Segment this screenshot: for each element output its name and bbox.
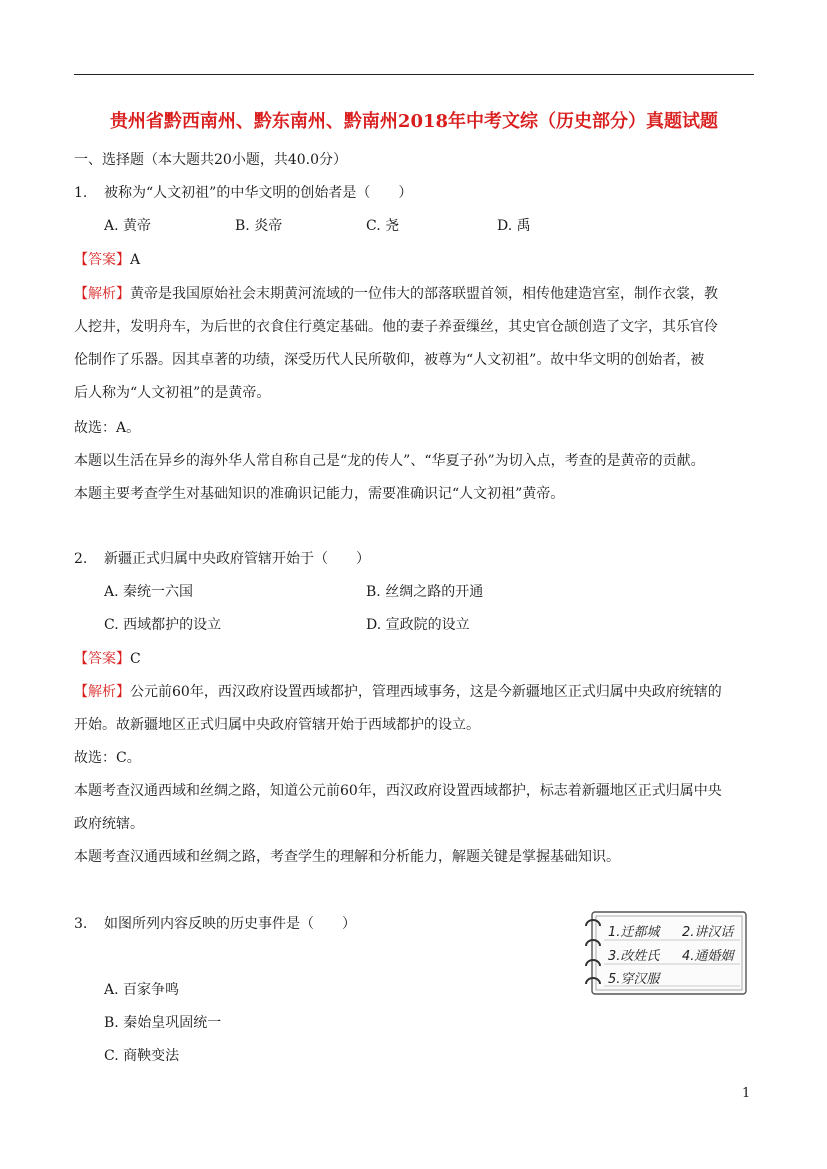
q2-stem: 新疆正式归属中央政府管辖开始于（ ） — [104, 551, 370, 567]
q3-number: 3. — [74, 916, 88, 932]
analysis-tag: 【解析】 — [74, 684, 130, 700]
q2-analysis-text: 公元前60年，西汉政府设置西域都护，管理西域事务，这是今新疆地区正式归属中央政府统辖的 — [130, 684, 722, 700]
q2-option-b: B. 丝绸之路的开通 — [366, 584, 484, 600]
q1-number: 1. — [74, 185, 88, 201]
q2-note-2: 政府统辖。 — [74, 816, 144, 832]
notebook-illustration — [578, 908, 750, 998]
q1-option-d: D. 禹 — [497, 218, 531, 234]
q1-analysis-text: 黄帝是我国原始社会末期黄河流域的一位伟大的部落联盟首领，相传他建造宫室，制作衣裳，教 — [130, 286, 718, 302]
notebook-svg — [578, 908, 750, 998]
q1-stem: 被称为“人文初祖”的中华文明的创始者是（ ） — [104, 185, 413, 201]
q2-option-c: C. 西域都护的设立 — [104, 617, 222, 633]
q1-choice: 故选：A。 — [74, 420, 141, 436]
q1-option-b: B. 炎帝 — [235, 218, 283, 234]
q2-note-1: 本题考查汉通西域和丝绸之路，知道公元前60年，西汉政府设置西域都护，标志着新疆地区正式归属中央 — [74, 783, 722, 799]
section-heading: 一、选择题（本大题共20小题，共40.0分） — [74, 152, 347, 168]
q2-analysis-line-2: 开始。故新疆地区正式归属中央政府管辖开始于西域都护的设立。 — [74, 717, 480, 733]
analysis-tag: 【解析】 — [74, 286, 130, 302]
q2-option-a: A. 秦统一六国 — [104, 584, 194, 600]
q3-stem: 如图所列内容反映的历史事件是（ ） — [104, 916, 356, 932]
q1-analysis-line-1 — [74, 284, 718, 304]
q1-answer-line — [74, 250, 140, 270]
page-number: 1 — [742, 1086, 751, 1101]
q2-number: 2. — [74, 551, 88, 567]
notebook-item-4: 4.通婚姻 — [682, 949, 734, 964]
q3-option-c: C. 商鞅变法 — [104, 1048, 180, 1064]
q3-option-a: A. 百家争鸣 — [104, 982, 180, 998]
q1-analysis-line-4: 后人称为“人文初祖”的是黄帝。 — [74, 385, 271, 401]
notebook-item-3: 3.改姓氏 — [608, 949, 660, 964]
header-rule — [74, 74, 754, 75]
q2-analysis-line-1 — [74, 682, 722, 702]
q2-option-d: D. 宣政院的设立 — [366, 617, 470, 633]
q1-answer: A — [130, 252, 141, 268]
answer-tag: 【答案】 — [74, 651, 130, 667]
q2-answer: C — [130, 651, 141, 667]
notebook-item-5: 5.穿汉服 — [608, 972, 660, 987]
q3-option-b: B. 秦始皇巩固统一 — [104, 1015, 222, 1031]
notebook-item-1: 1.迁都城 — [608, 925, 660, 940]
q1-option-a: A. 黄帝 — [104, 218, 152, 234]
q1-note-1: 本题以生活在异乡的海外华人常自称自己是“龙的传人”、“华夏子孙”为切入点，考查的是黄帝的贡献。 — [74, 453, 705, 469]
q1-option-c: C. 尧 — [366, 218, 400, 234]
q2-note-3: 本题考查汉通西域和丝绸之路，考查学生的理解和分析能力，解题关键是掌握基础知识。 — [74, 849, 620, 865]
q1-note-2: 本题主要考查学生对基础知识的准确识记能力，需要准确识记“人文初祖”黄帝。 — [74, 486, 565, 502]
document-title: 贵州省黔西南州、黔东南州、黔南州2018年中考文综（历史部分）真题试题 — [109, 111, 719, 132]
q2-choice: 故选：C。 — [74, 750, 141, 766]
notebook-item-2: 2.讲汉话 — [682, 925, 734, 940]
q2-answer-line — [74, 649, 141, 669]
q1-analysis-line-3: 伦制作了乐器。因其卓著的功绩，深受历代人民所敬仰，被尊为“人文初祖”。故中华文明的创始者，被 — [74, 352, 705, 368]
q1-analysis-line-2: 人挖井，发明舟车，为后世的衣食住行奠定基础。他的妻子养蚕缫丝，其史官仓颉创造了文字，其乐官伶 — [74, 319, 718, 335]
answer-tag: 【答案】 — [74, 252, 130, 268]
